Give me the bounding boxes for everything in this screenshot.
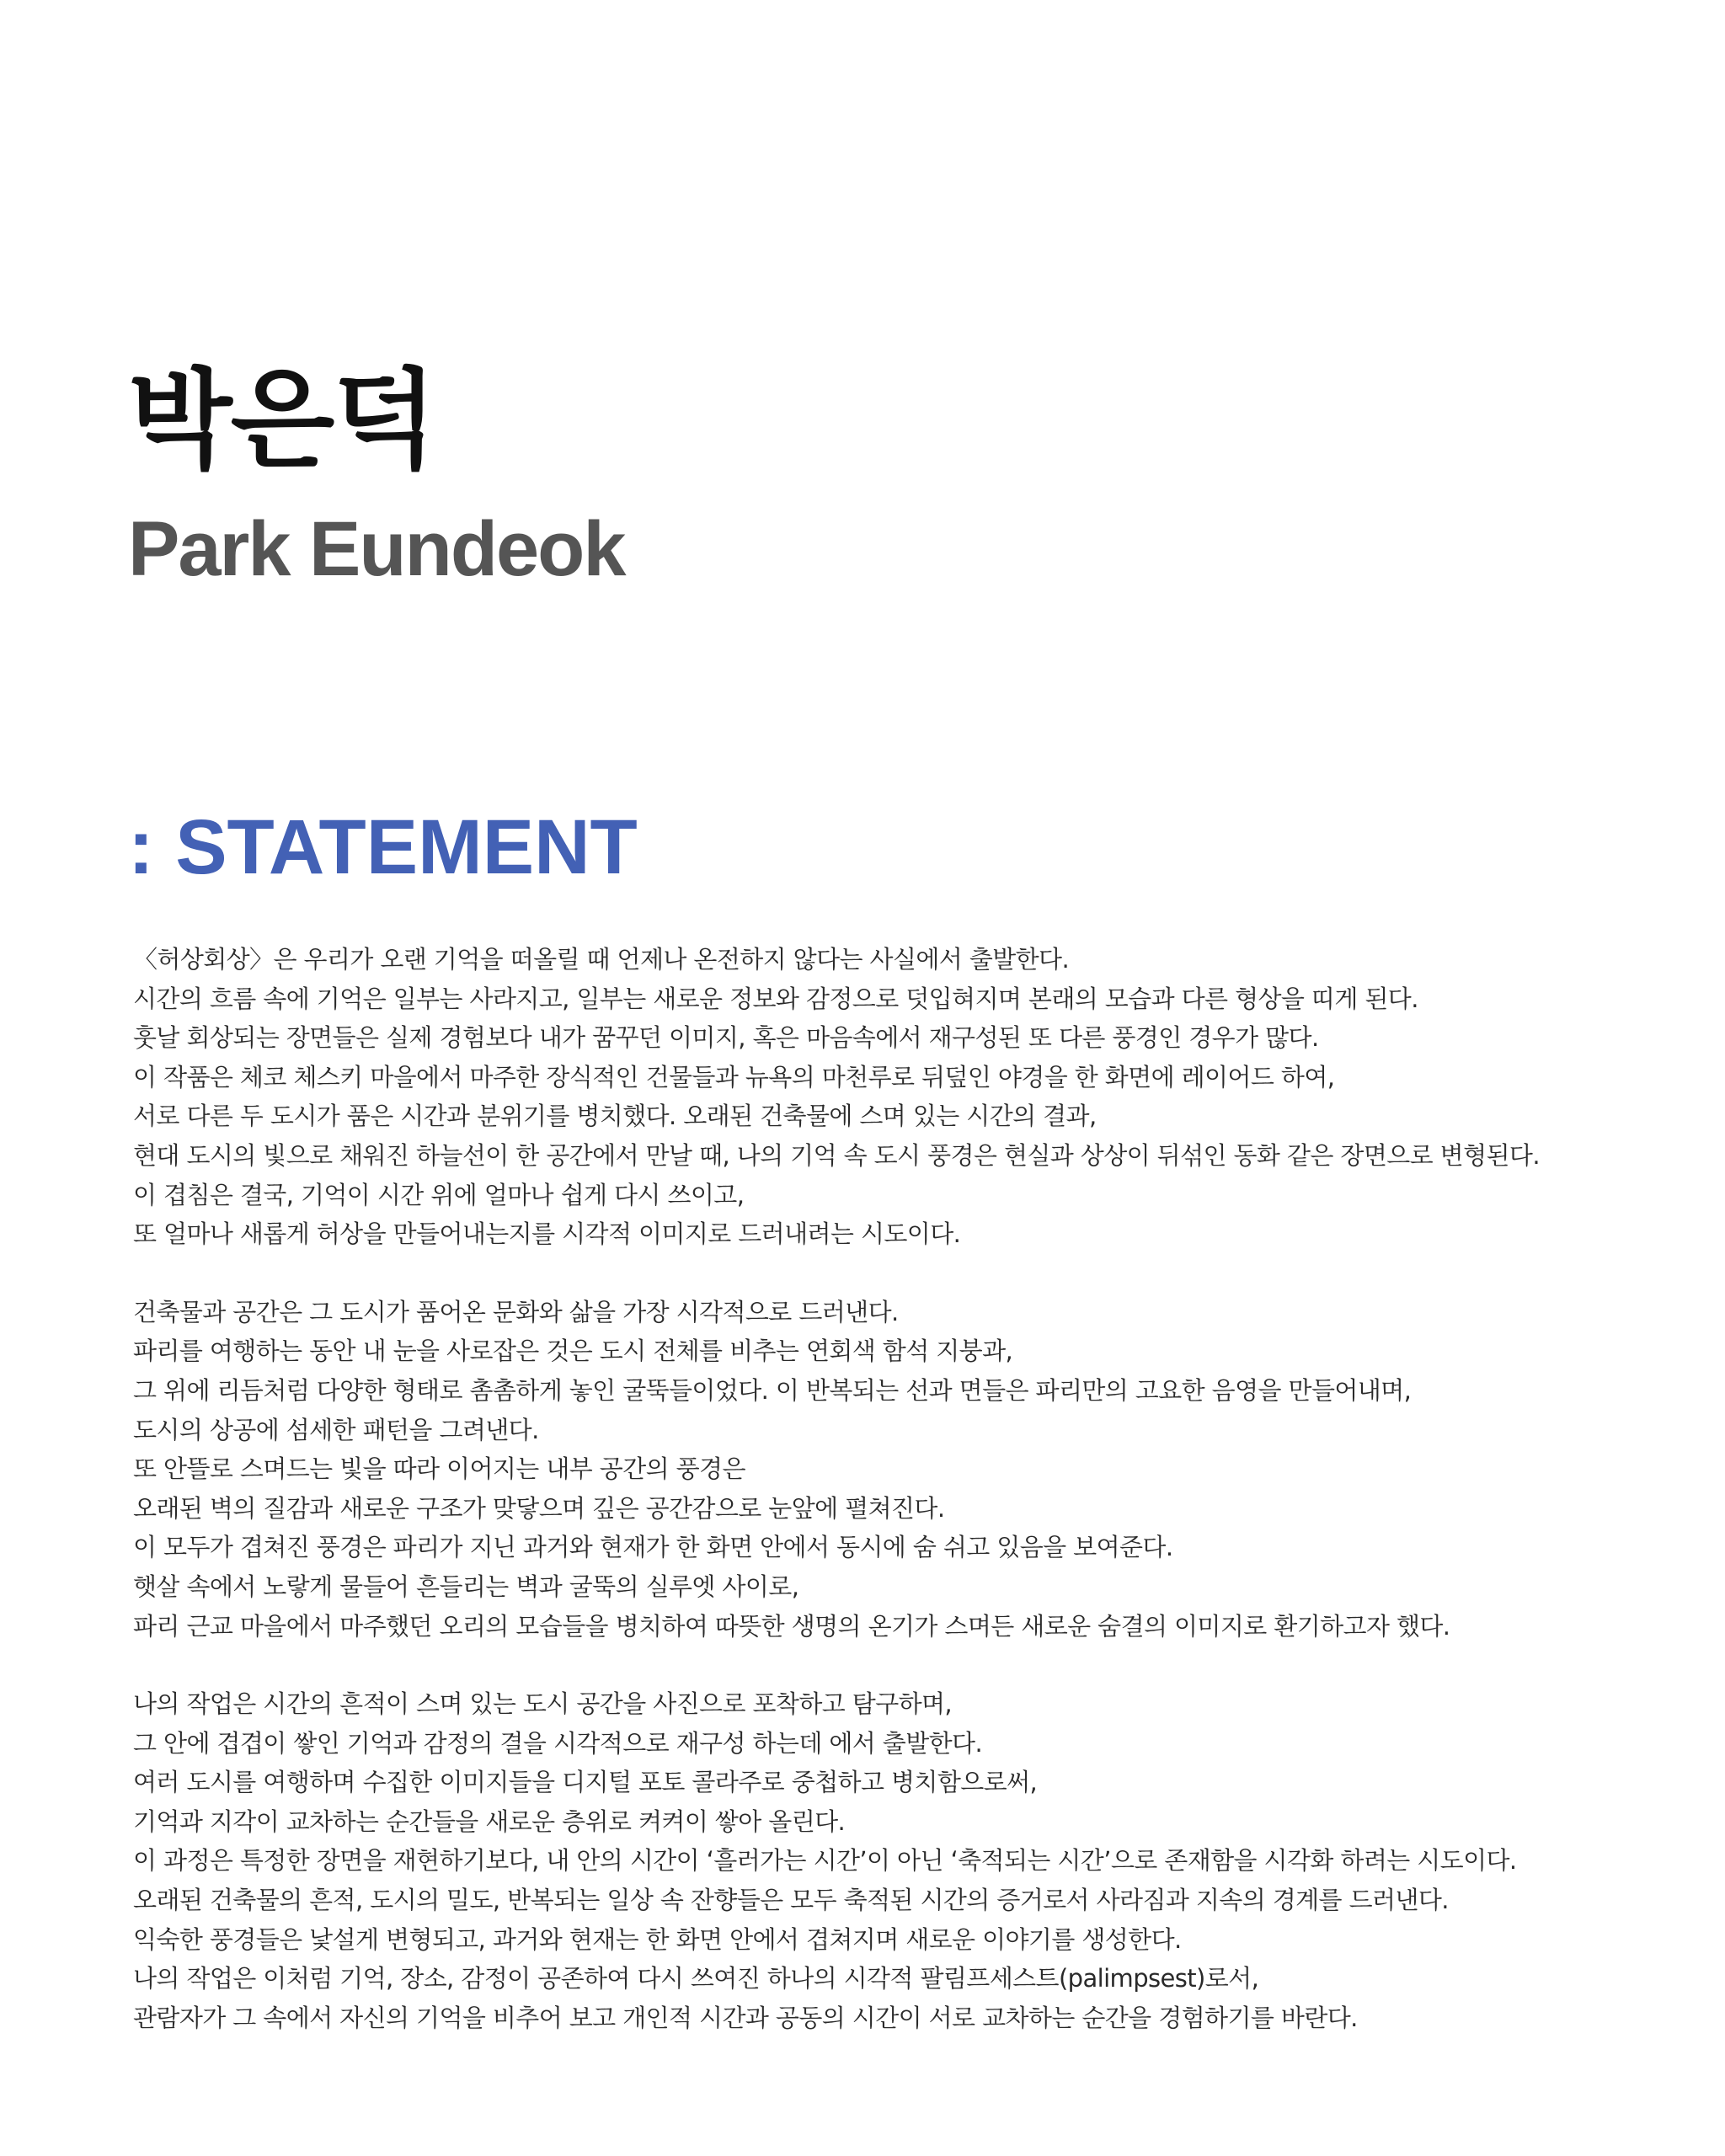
- statement-heading: : STATEMENT: [128, 804, 638, 890]
- statement-line: 파리 근교 마을에서 마주했던 오리의 모습들을 병치하여 따뜻한 생명의 온기가 스며든 새로운 숨결의 이미지로 환기하고자 했다.: [133, 1611, 1450, 1641]
- statement-line: 또 얼마나 새롭게 허상을 만들어내는지를 시각적 이미지로 드러내려는 시도이다.: [133, 1219, 961, 1249]
- statement-paragraph: [133, 1684, 1700, 2037]
- statement-line: 도시의 상공에 섬세한 패턴을 그려낸다.: [133, 1415, 539, 1444]
- statement-line: 현대 도시의 빛으로 채워진 하늘선이 한 공간에서 만날 때, 나의 기억 속 도시 풍경은 현실과 상상이 뒤섞인 동화 같은 장면으로 변형된다.: [133, 1140, 1540, 1170]
- statement-line: 이 과정은 특정한 장면을 재현하기보다, 내 안의 시간이 ‘흘러가는 시간’이 아닌 ‘축적되는 시간’으로 존재함을 시각화 하려는 시도이다.: [133, 1846, 1517, 1876]
- statement-line: 이 작품은 체코 체스키 마을에서 마주한 장식적인 건물들과 뉴욕의 마천루로 뒤덮인 야경을 한 화면에 레이어드 하여,: [133, 1062, 1335, 1091]
- statement-line: 훗날 회상되는 장면들은 실제 경험보다 내가 꿈꾸던 이미지, 혹은 마음속에서 재구성된 또 다른 풍경인 경우가 많다.: [133, 1023, 1319, 1053]
- statement-line: 나의 작업은 이처럼 기억, 장소, 감정이 공존하여 다시 쓰여진 하나의 시각적 팔림프세스트(palimpsest)로서,: [133, 1964, 1259, 1993]
- statement-paragraph: [133, 1293, 1700, 1646]
- statement-line: 관람자가 그 속에서 자신의 기억을 비추어 보고 개인적 시간과 공동의 시간이 서로 교차하는 순간을 경험하기를 바란다.: [133, 2003, 1358, 2032]
- statement-line: 오래된 벽의 질감과 새로운 구조가 맞닿으며 깊은 공간감으로 눈앞에 펼쳐진다.: [133, 1493, 945, 1523]
- statement-line: 〈허상회상〉은 우리가 오랜 기억을 떠올릴 때 언제나 온전하지 않다는 사실에서 출발한다.: [133, 945, 1070, 974]
- statement-line: 기억과 지각이 교차하는 순간들을 새로운 층위로 켜켜이 쌓아 올린다.: [133, 1806, 846, 1836]
- statement-line: 또 안뜰로 스며드는 빛을 따라 이어지는 내부 공간의 풍경은: [133, 1454, 745, 1484]
- statement-line: 익숙한 풍경들은 낯설게 변형되고, 과거와 현재는 한 화면 안에서 겹쳐지며 새로운 이야기를 생성한다.: [133, 1924, 1182, 1954]
- statement-line: 건축물과 공간은 그 도시가 품어온 문화와 삶을 가장 시각적으로 드러낸다.: [133, 1297, 899, 1326]
- artist-name-english: Park Eundeok: [128, 506, 625, 592]
- statement-line: 파리를 여행하는 동안 내 눈을 사로잡은 것은 도시 전체를 비추는 연회색 함석 지붕과,: [133, 1337, 1013, 1366]
- statement-line: 여러 도시를 여행하며 수집한 이미지들을 디지털 포토 콜라주로 중첩하고 병치함으로써,: [133, 1768, 1038, 1797]
- statement-line: 나의 작업은 시간의 흔적이 스며 있는 도시 공간을 사진으로 포착하고 탐구하며,: [133, 1689, 953, 1719]
- statement-line: 서로 다른 두 도시가 품은 시간과 분위기를 병치했다. 오래된 건축물에 스며 있는 시간의 결과,: [133, 1102, 1097, 1131]
- statement-line: 오래된 건축물의 흔적, 도시의 밀도, 반복되는 일상 속 잔향들은 모두 축적된 시간의 증거로서 사라짐과 지속의 경계를 드러낸다.: [133, 1886, 1449, 1915]
- statement-line: 시간의 흐름 속에 기억은 일부는 사라지고, 일부는 새로운 정보와 감정으로 덧입혀지며 본래의 모습과 다른 형상을 띠게 된다.: [133, 984, 1418, 1013]
- statement-paragraph: [133, 940, 1700, 1254]
- statement-line: 그 위에 리듬처럼 다양한 형태로 촘촘하게 놓인 굴뚝들이었다. 이 반복되는 선과 면들은 파리만의 고요한 음영을 만들어내며,: [133, 1375, 1412, 1405]
- statement-line: 이 모두가 겹쳐진 풍경은 파리가 지닌 과거와 현재가 한 화면 안에서 동시에 숨 쉬고 있음을 보여준다.: [133, 1533, 1173, 1562]
- statement-line: 햇살 속에서 노랗게 물들어 흔들리는 벽과 굴뚝의 실루엣 사이로,: [133, 1572, 799, 1601]
- artist-name-korean: 박은덕: [128, 358, 435, 483]
- statement-line: 이 겹침은 결국, 기억이 시간 위에 얼마나 쉽게 다시 쓰이고,: [133, 1180, 745, 1209]
- statement-line: 그 안에 겹겹이 쌓인 기억과 감정의 결을 시각적으로 재구성 하는데 에서 출발한다.: [133, 1728, 983, 1758]
- statement-body: [133, 940, 1700, 2076]
